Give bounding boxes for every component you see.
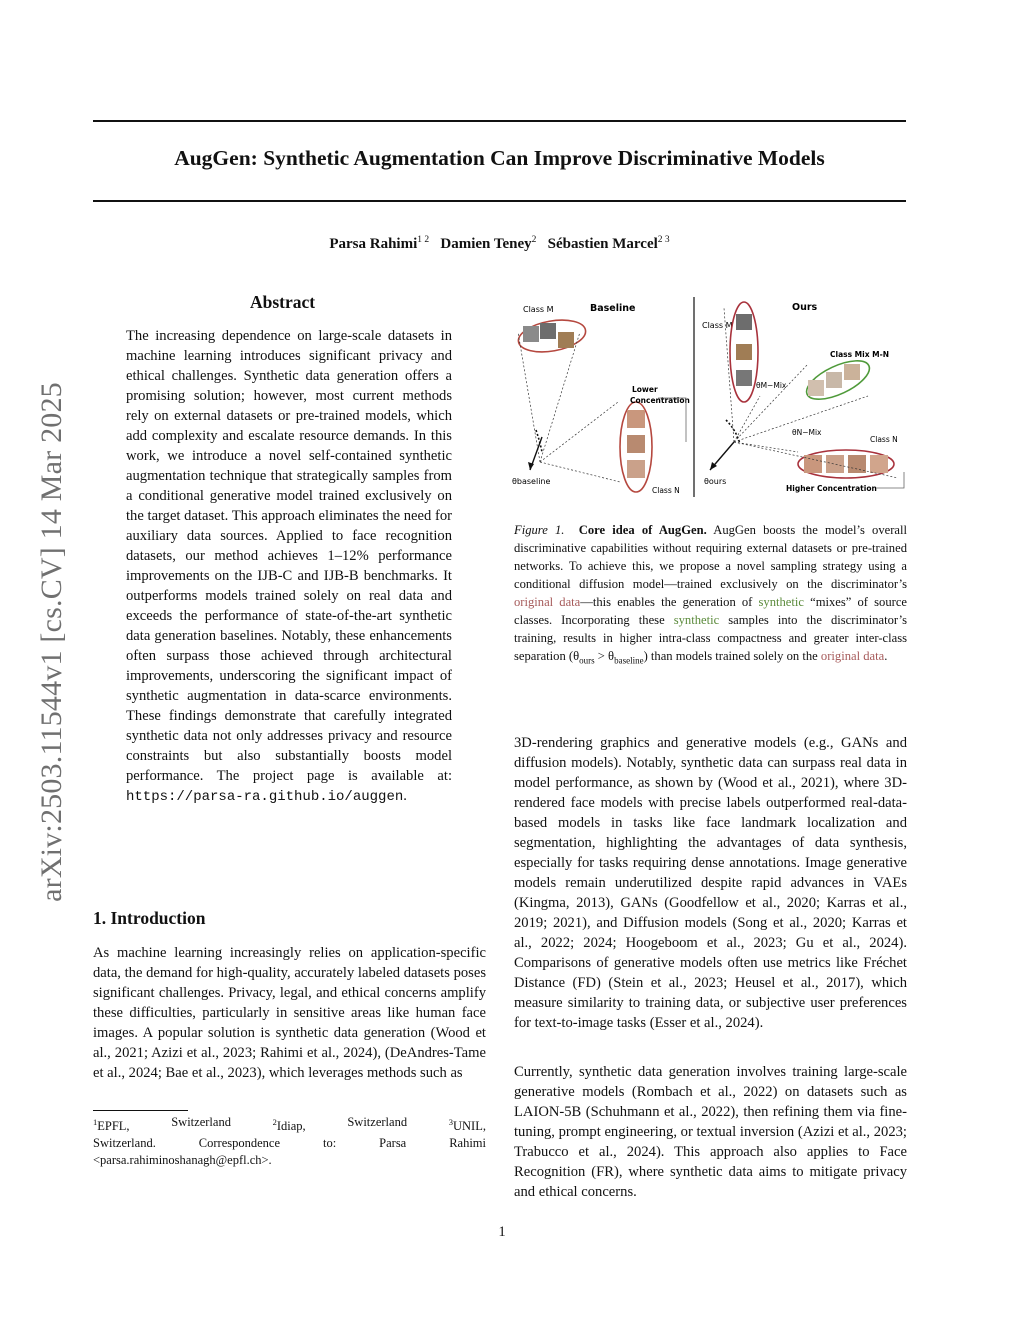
author-affiliation: 1 2 xyxy=(417,235,430,245)
caption-text: . xyxy=(884,649,888,663)
caption-original-data: original data xyxy=(514,595,581,609)
fig-class-m-right: Class M xyxy=(702,321,733,330)
theta-baseline-label: θbaseline xyxy=(512,477,551,486)
higher-concentration-label: Higher Concentration xyxy=(786,484,877,493)
author-name: Parsa Rahimi xyxy=(329,236,418,252)
fn-sup: 1 xyxy=(93,1117,98,1127)
caption-head: Core idea of AugGen. xyxy=(578,523,707,537)
fig-class-m-left: Class M xyxy=(523,305,554,314)
footnote-rule xyxy=(93,1110,188,1111)
abstract-body xyxy=(126,326,452,807)
fn-word: Switzerland xyxy=(171,1115,231,1129)
page-number: 1 xyxy=(498,1224,506,1240)
face-thumbnail xyxy=(736,314,752,330)
face-thumbnail xyxy=(826,455,844,473)
right-column-paragraph-1: 3D-rendering graphics and generative models (e.g., GANs and diffusion models). Notably, synthetic data can surpass real data in model performance, as shown by (Wood et al., 2021), where 3D-rendered face models with precise labels outperformed real-data-based models in tasks like face landmark localization and segmentation, highlighting the advantages of data synthesis, especially for tasks requiring dense annotations. Image generative models remain underutilized despite rapid advances in VAEs (Kingma, 2013), GANs (Goodfellow et al., 2020; Karras et al., 2019; 2021), and Diffusion models (Song et al., 2020; Karras et al., 2022; 2024; Hoogeboom et al., 2023; Gu et al., 2024). Comparisons of generative models often use metrics like Fréchet Distance (FD) (Stein et al., 2023; Heusel et al., 2017), which measure similarity to training data, or subjective user preferences for text-to-image tasks (Esser et al., 2024). xyxy=(514,735,907,1031)
caption-text: “mixes” of source classes. Incorporating these xyxy=(514,595,907,627)
arxiv-identifier: arXiv:2503.11544v1 [cs.CV] 14 Mar 2025 xyxy=(35,382,68,902)
caption-text: AugGen boosts the model’s overall discriminative capabilities without requiring external datasets or pre-trained networks. To achieve this, we propose a novel sampling strategy using a conditional diffusion model—trained exclusively on the discriminator’s xyxy=(514,523,907,591)
face-thumbnail xyxy=(844,364,860,380)
fig-ours-label: Ours xyxy=(792,302,818,313)
author-affiliation: 2 xyxy=(531,235,537,245)
title-bottom-rule xyxy=(93,200,906,202)
caption-sub: baseline xyxy=(614,655,644,666)
figure-1-caption xyxy=(514,521,907,670)
face-thumbnail xyxy=(627,460,645,478)
right-column-paragraph-2: Currently, synthetic data generation involves training large-scale generative models (Rombach et al., 2022) on datasets such as LAION-5B (Schuhmann et al., 2022), then refining them via fine-tuning, prompt engineering, or textual inversion (Azizi et al., 2023; Trabucco et al., 2024). This approach also applies to Face Recognition (FR), where synthetic data aims to mitigate privacy and ethical concerns. xyxy=(514,1064,907,1200)
caption-text: ) than models trained solely on the xyxy=(643,649,821,663)
author-name: Sébastien Marcel xyxy=(547,236,658,252)
face-thumbnail xyxy=(558,332,574,348)
face-thumbnail xyxy=(627,410,645,428)
face-thumbnail xyxy=(523,326,539,342)
figure-1 xyxy=(508,292,908,502)
face-thumbnail xyxy=(736,370,752,386)
abstract-end: . xyxy=(403,788,407,804)
author-name: Damien Teney xyxy=(440,236,532,252)
introduction-heading: 1. Introduction xyxy=(93,908,206,928)
footnote-correspondence: Switzerland. Correspondence to: Parsa Rahimi <parsa.rahiminoshanagh@epfl.ch>. xyxy=(93,1136,486,1167)
abstract-text: The increasing dependence on large-scale datasets in machine learning introduces significant privacy and ethical challenges. Synthetic data generation offers a promising solution; however, most current methods rely on external datasets or pre-trained models, which add complexity and escalate resource demands. In this work, we introduce a novel self-contained synthetic augmentation technique that strategically samples from a conditional generative model trained exclusively on the target dataset. This approach eliminates the need for auxiliary data sources. Applied to face recognition datasets, our method achieves 1–12% performance improvements on the IJB-C and IJB-B benchmarks. It outperforms models trained solely on real data and exceeds the performance of state-of-the-art synthetic data generation baselines. Notably, these enhancements often surpass those achieved through architectural improvements, underscoring the significant impact of synthetic augmentation in data-scarce environments. These findings demonstrate that carefully integrated synthetic data not only addresses privacy and resource constraints but also substantially boosts model performance. The project page is available at: xyxy=(126,328,452,784)
theta-m-mix-label: θM−Mix xyxy=(756,381,787,390)
caption-label: Figure 1. xyxy=(514,523,565,537)
fig-class-n-right: Class N xyxy=(870,435,898,444)
caption-text: > θ xyxy=(594,649,615,663)
caption-text: —this enables the generation of xyxy=(580,595,759,609)
lower-concentration-1: Lower xyxy=(632,385,658,394)
top-rule xyxy=(93,120,906,122)
face-thumbnail xyxy=(736,344,752,360)
paper-title: AugGen: Synthetic Augmentation Can Improve Discriminative Models xyxy=(174,146,825,170)
project-page-link[interactable]: https://parsa-ra.github.io/auggen xyxy=(126,789,404,805)
introduction-paragraph: As machine learning increasingly relies on application-specific data, the demand for high-quality, accurately labeled datasets poses significant challenges. Privacy, legal, and ethical concerns amplify these difficulties, particularly in sensitive areas like human face images. A popular solution is synthetic data generation (Wood et al., 2021; Azizi et al., 2023; Rahimi et al., 2024), (DeAndres-Tame et al., 2024; Bae et al., 2023), which leverages methods such as xyxy=(93,945,486,1081)
theta-ours-label: θours xyxy=(704,477,727,486)
face-thumbnail xyxy=(540,323,556,339)
lower-concentration-2: Concentration xyxy=(630,396,690,405)
fig-baseline-label: Baseline xyxy=(590,303,636,314)
author-list xyxy=(93,235,906,253)
caption-sub: ours xyxy=(579,655,595,666)
face-thumbnail xyxy=(627,435,645,453)
fn-word: EPFL, xyxy=(97,1119,130,1133)
author-affiliation: 2 3 xyxy=(657,235,670,245)
caption-original-data: original data xyxy=(820,649,885,663)
fn-word: Switzerland xyxy=(347,1115,408,1129)
face-thumbnail xyxy=(808,380,824,396)
abstract-heading: Abstract xyxy=(250,292,316,312)
face-thumbnail xyxy=(804,455,822,473)
fn-word: UNIL, xyxy=(453,1119,486,1133)
caption-synthetic: synthetic xyxy=(673,613,720,627)
theta-n-mix-label: θN−Mix xyxy=(792,428,822,437)
class-mix-label: Class Mix M-N xyxy=(830,350,890,359)
caption-synthetic: synthetic xyxy=(758,595,804,609)
face-thumbnail xyxy=(826,372,842,388)
fn-sup: 2 xyxy=(272,1117,277,1127)
fig-class-n-left: Class N xyxy=(652,486,680,495)
fn-sup: 3 xyxy=(448,1117,453,1127)
face-thumbnail xyxy=(870,455,888,473)
caption-text: samples into the discriminator’s training, results in higher intra-class compactness and greater inter-class separation (θ xyxy=(514,613,907,663)
footnote xyxy=(93,1114,486,1169)
fn-word: Idiap, xyxy=(276,1119,306,1133)
